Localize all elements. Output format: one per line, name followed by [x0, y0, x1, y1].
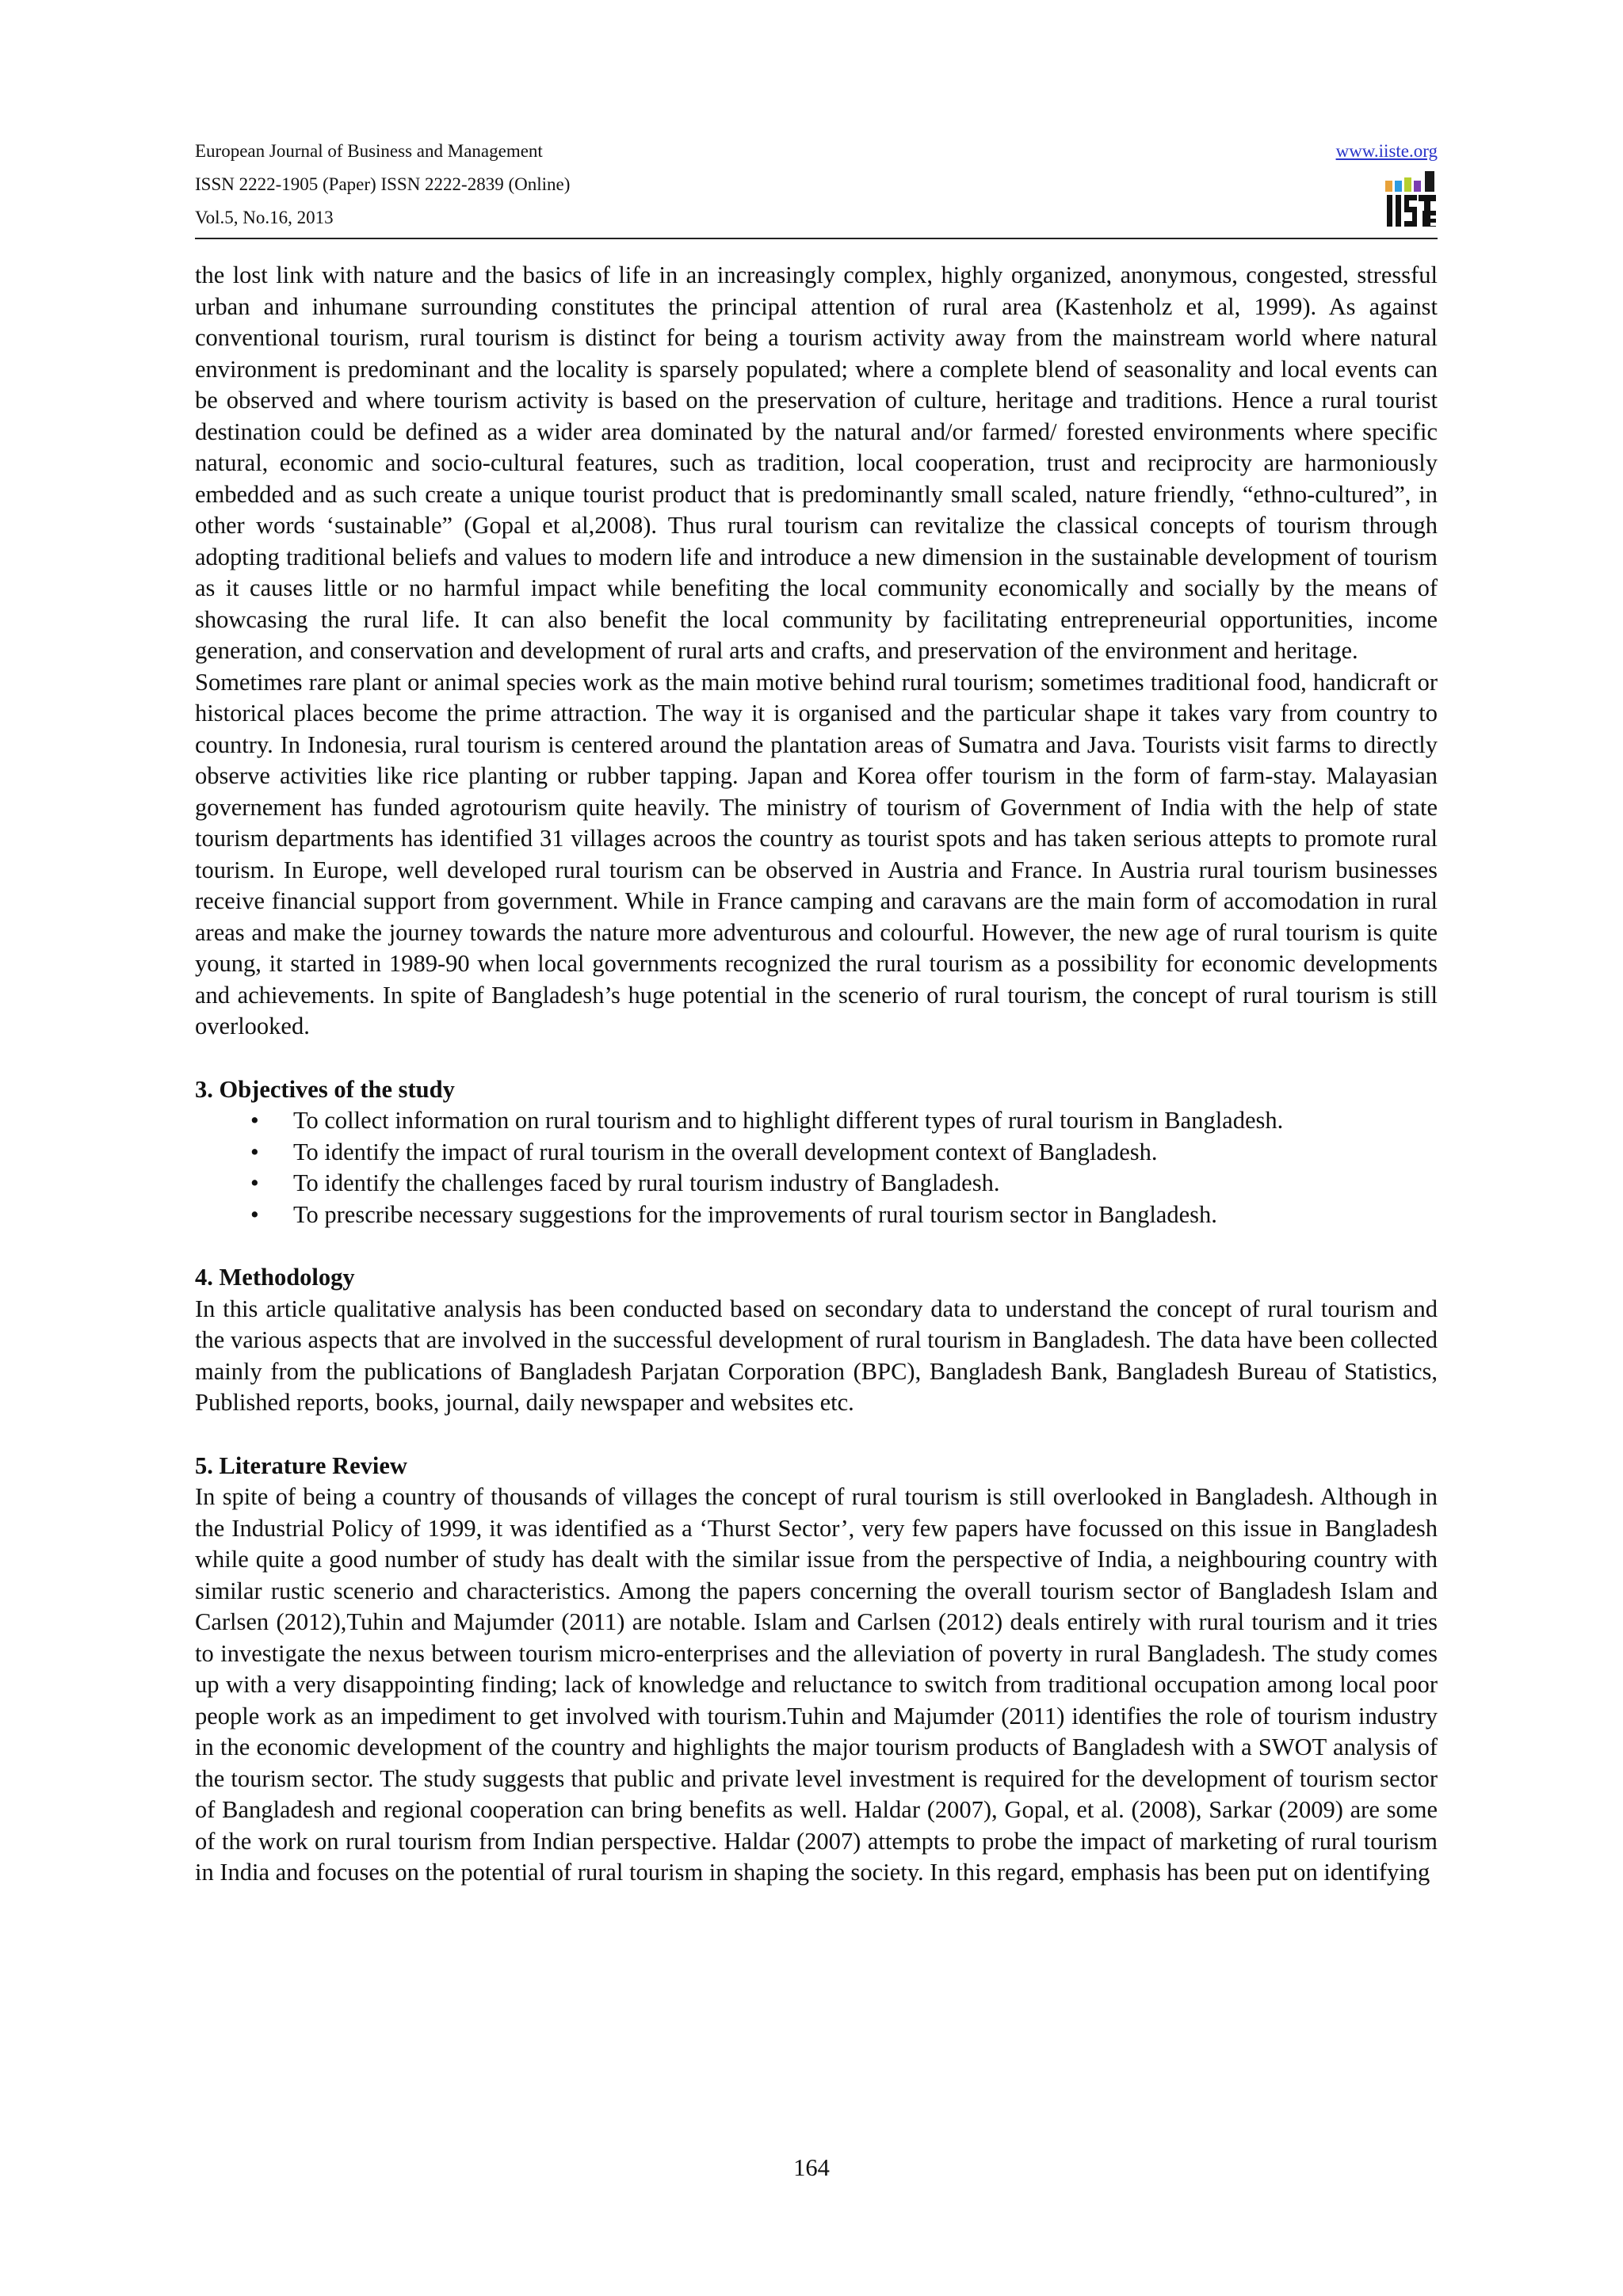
objective-item: • To collect information on rural tourism and to highlight different types of rural tourism in Bangladesh. [195, 1105, 1438, 1137]
section-heading-literature-review: 5. Literature Review [195, 1451, 407, 1479]
objectives-list [195, 1105, 1438, 1230]
paragraph-rural-tourism-examples: Sometimes rare plant or animal species work as the main motive behind rural tourism; sometimes traditional food, handicraft or historical places become the prime attraction. The way it is organised and the particular shape it takes vary from country to country. In Indonesia, rural tourism is centered around the plantation areas of Sumatra and Java. Tourists visit farms to directly observe activities like rice planting or rubber tapping. Japan and Korea offer tourism in the form of farm-stay. Malayasian governement has funded agrotourism quite heavily. The ministry of tourism of Government of India with the help of state tourism departments has identified 31 villages acroos the country as tourist spots and has taken serious attepts to promote rural tourism. In Europe, well developed rural tourism can be observed in Austria and France. In Austria rural tourism businesses receive financial support from government. While in France camping and caravans are the main form of accomodation in rural areas and make the journey towards the nature more adventurous and colourful. However, the new age of rural tourism is quite young, it started in 1989-90 when local governments recognized the rural tourism as a possibility for economic developments and achievements. In spite of Bangladesh’s huge potential in the scenerio of rural tourism, the concept of rural tourism is still overlooked. [195, 668, 1438, 1039]
section-heading-methodology: 4. Methodology [195, 1264, 355, 1291]
iiste-logo-icon [1384, 171, 1438, 230]
objective-item: • To prescribe necessary suggestions for the improvements of rural tourism sector in Bangladesh. [195, 1199, 1438, 1231]
objective-item: • To identify the impact of rural tourism in the overall development context of Bangladesh. [195, 1137, 1438, 1169]
paragraph-rural-tourism-definition: the lost link with nature and the basics of life in an increasingly complex, highly organized, anonymous, congested, stressful urban and inhumane surrounding constitutes the principal attention of rural area (Kastenholz et al, 1999). As against conventional tourism, rural tourism is distinct for being a tourism activity away from the mainstream world where natural environment is predominant and the locality is sparsely populated; where a complete blend of seasonality and local events can be observed and where tourism activity is based on the preservation of culture, heritage and traditions. Hence a rural tourist destination could be defined as a wider area dominated by the natural and/or farmed/ forested environments where specific natural, economic and socio-cultural features, such as tradition, local cooperation, trust and reciprocity are harmoniously embedded and as such create a unique tourist product that is predominantly small scaled, nature friendly, “ethno-cultured”, in other words ‘sustainable” (Gopal et al,2008). Thus rural tourism can revitalize the classical concepts of tourism through adopting traditional beliefs and values to modern life and introduce a new dimension in the sustainable development of tourism as it causes little or no harmful impact while benefiting the local community economically and socially by the means of showcasing the rural life. It can also benefit the local community by facilitating entrepreneurial opportunities, income generation, and conservation and development of rural arts and crafts, and preservation of the environment and heritage. [195, 261, 1438, 664]
issn-line: ISSN 2222-1905 (Paper) ISSN 2222-2839 (Online) [195, 174, 571, 194]
journal-title: European Journal of Business and Management [195, 141, 543, 161]
header-divider [195, 238, 1438, 239]
volume-line: Vol.5, No.16, 2013 [195, 208, 334, 227]
objective-item: • To identify the challenges faced by rural tourism industry of Bangladesh. [195, 1168, 1438, 1199]
page-number: 164 [793, 2154, 830, 2181]
paragraph-literature-review: In spite of being a country of thousands of villages the concept of rural tourism is still overlooked in Bangladesh. Although in the Industrial Policy of 1999, it was identified as a ‘Thurst Sector’, very few papers have focussed on this issue in Bangladesh while quite a good number of study has dealt with the similar issue from the perspective of India, a neighbouring country with similar rustic scenerio and characteristics. Among the papers concerning the overall tourism sector of Bangladesh Islam and Carlsen (2012),Tuhin and Majumder (2011) are notable. Islam and Carlsen (2012) deals entirely with rural tourism and it tries to investigate the nexus between tourism micro-enterprises and the alleviation of poverty in rural Bangladesh. The study comes up with a very disappointing finding; lack of knowledge and reluctance to switch from traditional occupation among local poor people work as an impediment to get involved with tourism.Tuhin and Majumder (2011) identifies the role of tourism industry in the economic development of the country and highlights the major tourism products of Bangladesh with a SWOT analysis of the tourism sector. The study suggests that public and private level investment is required for the development of tourism sector of Bangladesh and regional cooperation can bring benefits as well. Haldar (2007), Gopal, et al. (2008), Sarkar (2009) are some of the work on rural tourism from Indian perspective. Haldar (2007) attempts to probe the impact of marketing of rural tourism in India and focuses on the potential of rural tourism in shaping the society. In this regard, emphasis has been put on identifying [195, 1483, 1438, 1886]
article-body [195, 260, 1438, 1889]
journal-website-link[interactable]: www.iiste.org [1335, 141, 1438, 161]
paragraph-methodology: In this article qualitative analysis has been conducted based on secondary data to understand the concept of rural tourism and the various aspects that are involved in the successful development of rural tourism in Bangladesh. The data have been collected mainly from the publications of Bangladesh Parjatan Corporation (BPC), Bangladesh Bank, Bangladesh Bureau of Statistics, Published reports, books, journal, daily newspaper and websites etc. [195, 1295, 1438, 1416]
page-header [195, 135, 1438, 238]
section-heading-objectives: 3. Objectives of the study [195, 1075, 455, 1103]
